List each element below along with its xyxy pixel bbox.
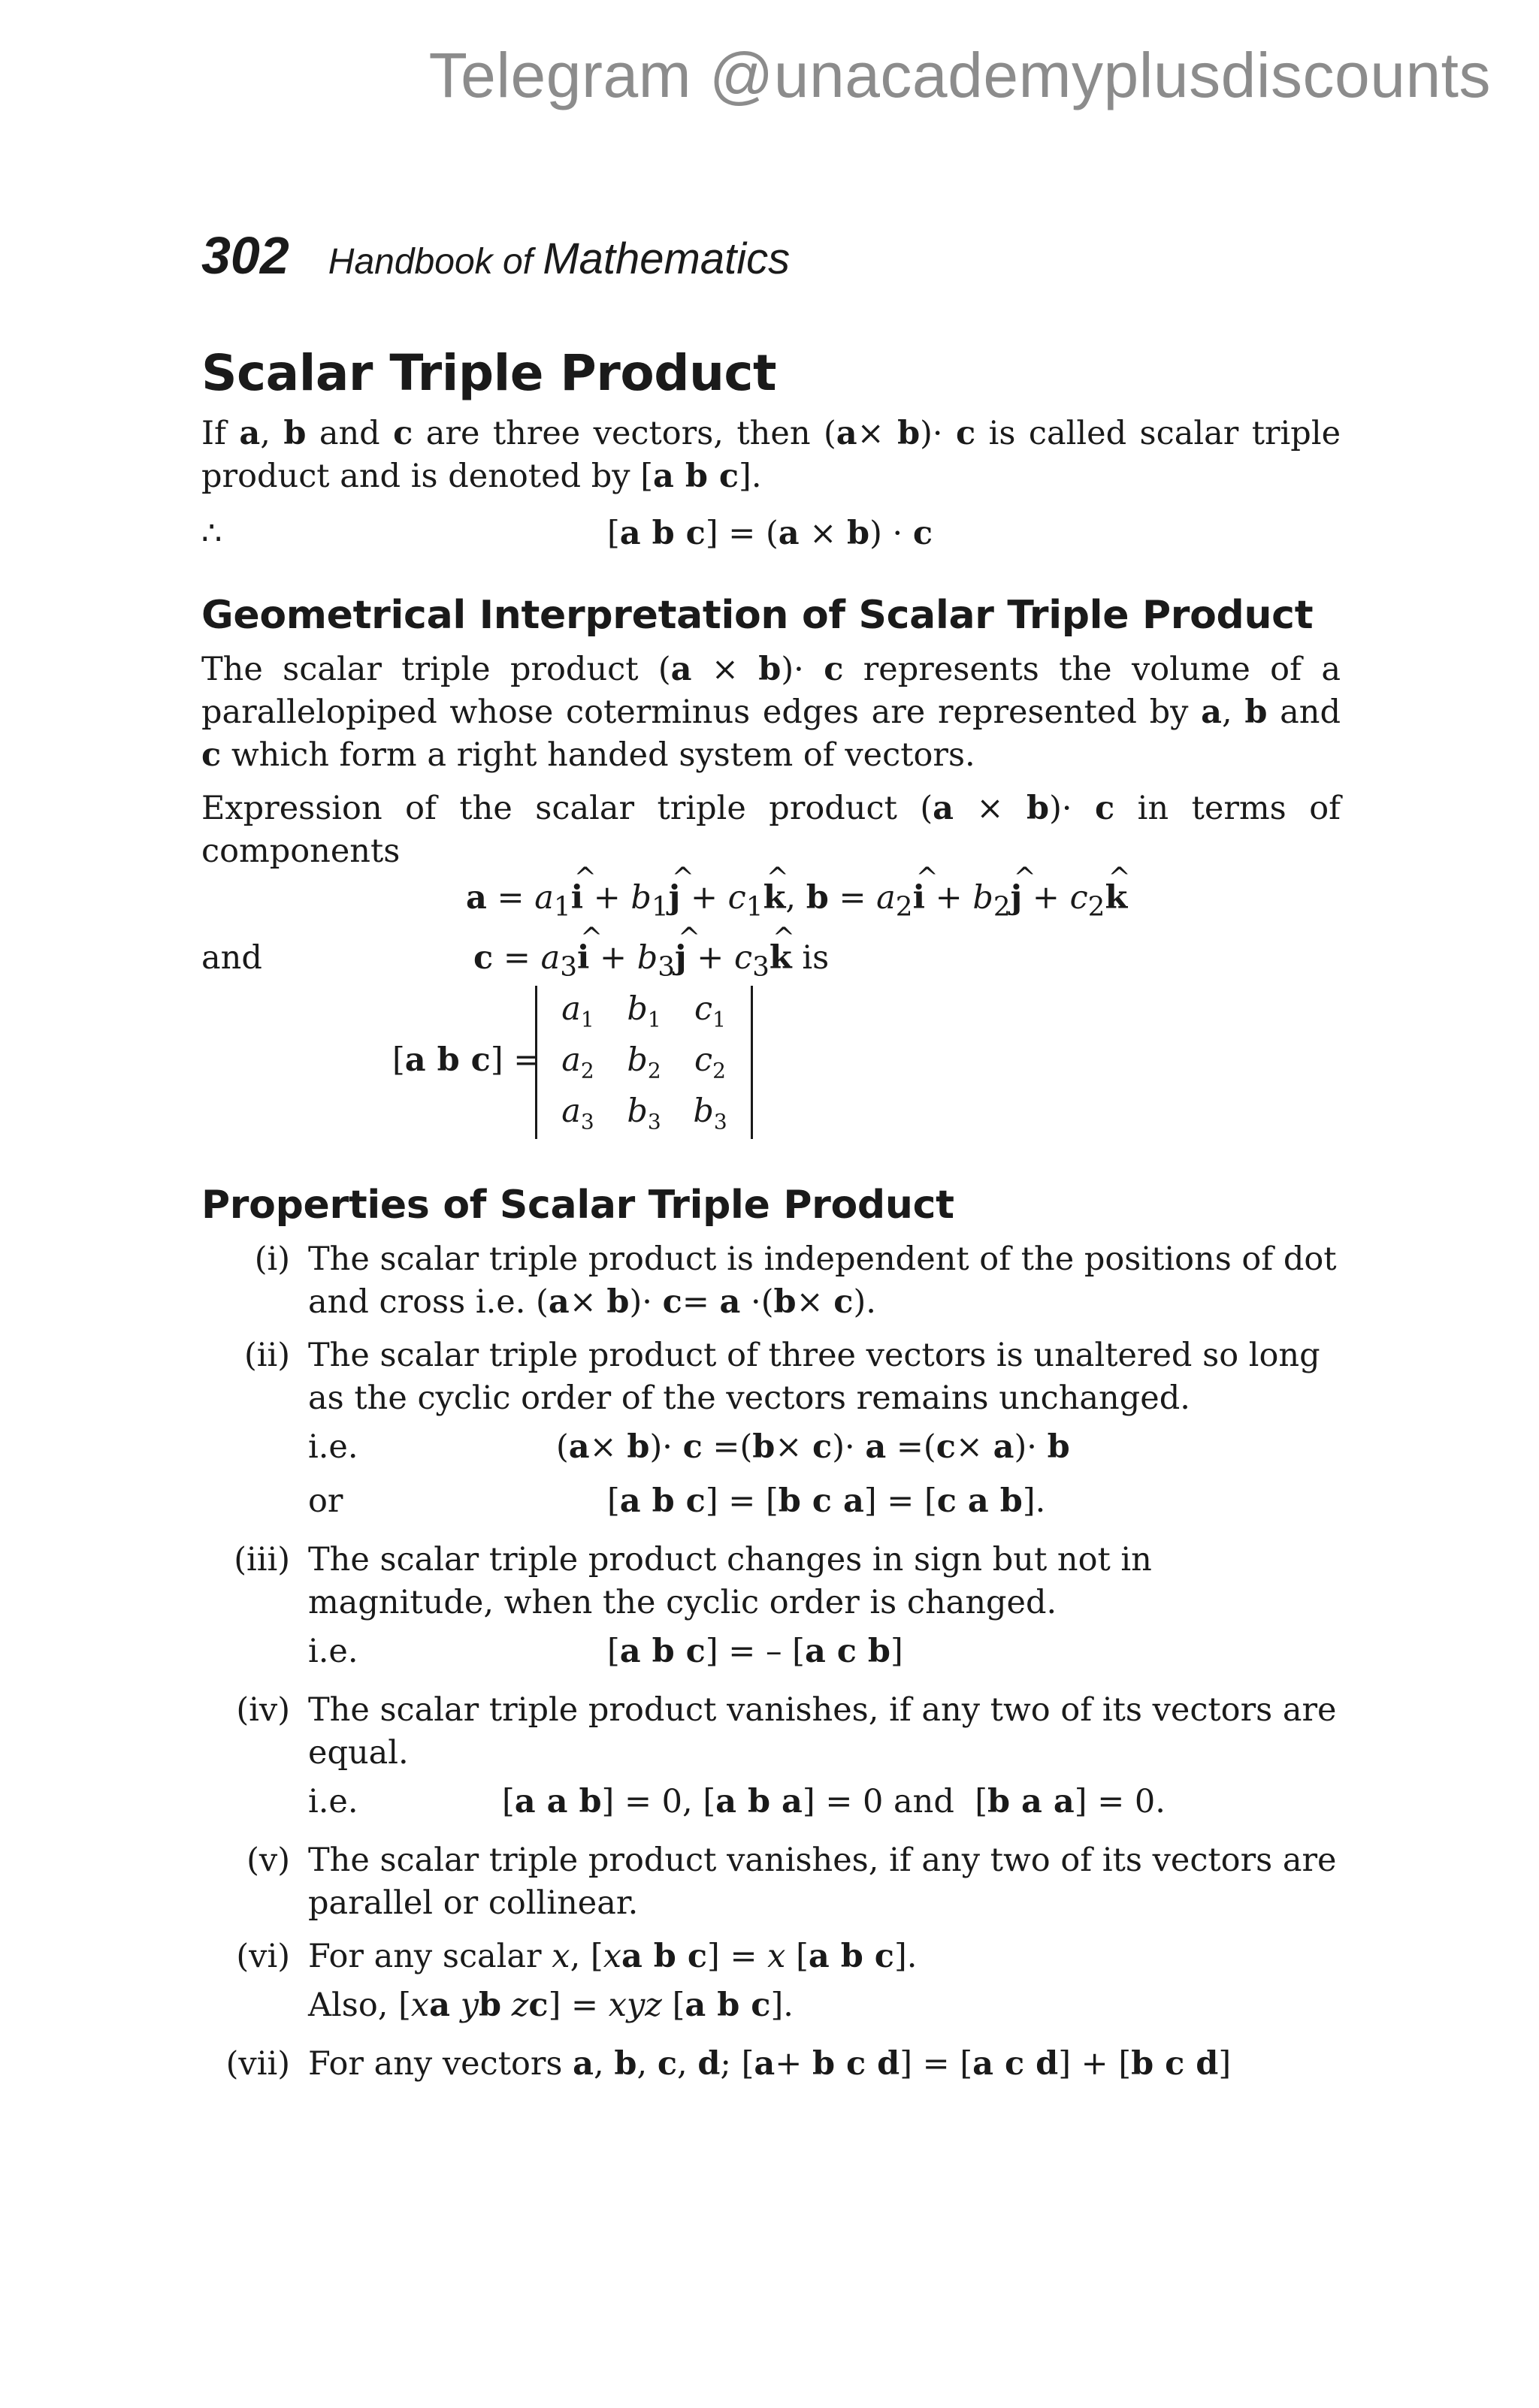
and-label: and <box>201 939 262 977</box>
section1-paragraph: If a, b and c are three vectors, then (a× b)· c is called scalar triple product and is denoted by [a b c]. <box>201 415 1341 495</box>
page-header <box>201 225 1341 301</box>
sub-equation: Also, [xa yb zc] = xyz [a b c]. <box>308 1987 794 2024</box>
sub-equation: i.e. [a a b] = 0, [a b a] = 0 and [b a a] = 0. <box>308 1775 1341 1829</box>
determinant-row <box>545 1088 743 1139</box>
determinant-block <box>201 986 1341 1136</box>
determinant-row <box>545 986 743 1037</box>
det-cell: $b_1$ <box>627 990 661 1032</box>
section2-paragraph-2: Expression of the scalar triple product (a × b)· c in terms of components <box>201 790 1341 870</box>
list-item: (iii) The scalar triple product changes in sign but not in magnitude, when the cyclic order is changed. i.e. [a b c] = – [a c b] <box>201 1539 1341 1678</box>
sub-lead: i.e. <box>308 1783 358 1820</box>
section-title-properties: Properties of Scalar Triple Product <box>201 1183 954 1228</box>
item-number: (vii) <box>225 2045 290 2083</box>
det-cell: $b_3$ <box>627 1092 661 1135</box>
book-title-part-a: Handbook of <box>328 242 543 282</box>
item-number: (v) <box>246 1842 290 1879</box>
components-equation-c: and $c = a_3\^{}$ $i + b_3\^{}$ $j + c_3\^{}$ k is <box>201 933 1341 983</box>
sub-equation: i.e. [a b c] = – [a c b] <box>308 1624 1341 1678</box>
list-item: (v) The scalar triple product vanishes, if any two of its vectors are parallel or collinear. <box>201 1839 1341 1925</box>
item-number: (iii) <box>234 1541 290 1579</box>
list-item: (iv) The scalar triple product vanishes, if any two of its vectors are equal. i.e. [a a b] = 0, [a b a] = 0 and [b a a] = 0. <box>201 1689 1341 1829</box>
section2-paragraph-1: The scalar triple product (a × b)· c represents the volume of a parallelopiped whose coterminus edges are represented by a, b and c which form a right handed system of vectors. <box>201 651 1341 774</box>
det-cell: $a_1$ <box>561 990 594 1032</box>
definition-equation <box>201 509 1341 558</box>
list-item: (i) The scalar triple product is independent of the positions of dot and cross i.e. (a× b)· c= a ·(b× c). <box>201 1238 1341 1324</box>
det-cell: $c_1$ <box>694 990 726 1032</box>
properties-list <box>201 1238 1341 2086</box>
section-title-geometrical-interpretation: Geometrical Interpretation of Scalar Triple Product <box>201 593 1314 638</box>
item-number: (vi) <box>236 1938 290 1975</box>
components-equation-ab: $a = a_1\^{}$ $i + b_1\^{}$ $j + c_1\^{}$ k, $b = a_2\^{}$ $i + b_2\^{}$ $j + c_2\^{}$ k <box>201 873 1341 923</box>
sub-equation: i.e. (a× b)· c =(b× c)· a =(c× a)· b <box>308 1420 1341 1474</box>
list-item: (ii) The scalar triple product of three vectors is unaltered so long as the cyclic order of the vectors remains unchanged. i.e. (a× b)· c =(b× c)· a =(c× a)· b or [a b c] = [b c a] = [c a b]. <box>201 1334 1341 1528</box>
det-cell: $a_2$ <box>561 1041 594 1083</box>
item-number: (i) <box>254 1240 290 1278</box>
det-cell: $b_3$ <box>693 1092 727 1135</box>
det-cell: $a_3$ <box>561 1092 594 1135</box>
det-cell: $c_2$ <box>694 1041 726 1083</box>
definition-formula: [a b c] = (a × b) · c <box>607 515 933 552</box>
page-content <box>201 225 1341 2096</box>
list-item: (vi) For any scalar x, [xa b c] = x [a b c]. Also, [xa yb zc] = xyz [a b c]. <box>201 1935 1341 2032</box>
item-number: (ii) <box>243 1337 290 1374</box>
watermark: Telegram @unacademyplusdiscounts <box>428 40 1491 110</box>
sub-lead: i.e. <box>308 1633 358 1670</box>
determinant-matrix <box>535 986 753 1139</box>
list-item: (vii) For any vectors a, b, c, d; [a+ b c d] = [a c d] + [b c d] <box>201 2043 1341 2086</box>
page-number: 302 <box>201 226 289 285</box>
book-title <box>328 234 790 284</box>
section-title-scalar-triple-product: Scalar Triple Product <box>201 344 777 402</box>
therefore-symbol: ∴ <box>201 515 222 552</box>
determinant-row <box>545 1037 743 1088</box>
sub-lead: i.e. <box>308 1428 358 1466</box>
sub-lead: or <box>308 1482 343 1520</box>
item-number: (iv) <box>236 1691 290 1729</box>
sub-equation: or [a b c] = [b c a] = [c a b]. <box>308 1474 1341 1528</box>
determinant-label: [a b c] = <box>392 1041 541 1079</box>
book-title-part-b: Mathematics <box>543 234 791 283</box>
det-cell: $b_2$ <box>627 1041 661 1083</box>
